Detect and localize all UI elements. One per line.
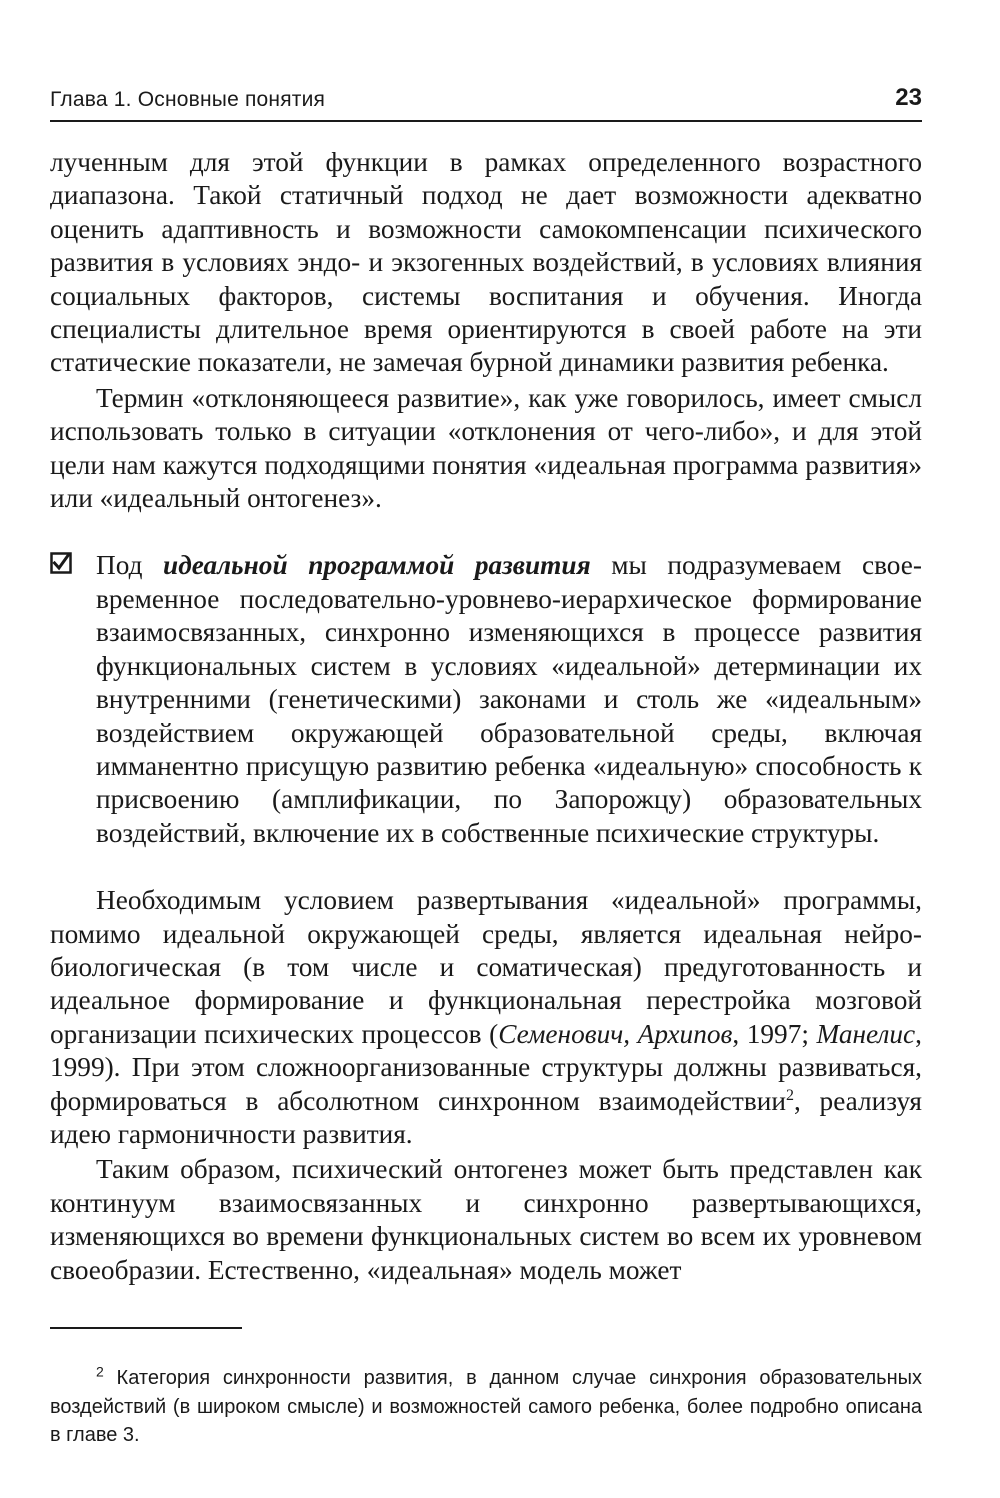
running-head [50, 84, 922, 122]
paragraph-deviant-development: Термин «отклоняющееся развитие», как уже говорилось, имеет смысл использовать только в ситуации «отклонения от чего-либо», и для этой цели нам кажутся подходящими понятия «идеальная программа развития» или «идеальный онтогенез». [50, 382, 922, 514]
paragraph-ideal-program-condition: Необходимым условием развертывания «идеальной» программы, помимо идеальной окружающей среды, является идеальная нейробиологическая (в том числе и соматическая) предуготованность и идеальное формирование и функциональная перестройка мозговой организации психических процессов (Семенович, Архипов, 1997; Манелис, 1999). При этом сложноорганизованные структуры должны развиваться, формироваться в абсолютном синхронном взаимодействии$^2$, реализуя идею гармоничности развития. [50, 885, 922, 1149]
footnote-reference: 2 [785, 1086, 794, 1104]
footnote-text: Категория синхронности развития, в данном случае синхрония образовательных воздействий (в широком смысле) и возможностей самого ребенка, более подробно описана в главе 3. [50, 1367, 922, 1446]
definition-term: идеальной программой развития [163, 550, 591, 581]
paragraph-continuation: лученным для этой функции в рамках определенного возрастного диапазона. Такой статичный подход не дает возможности адекватно оценить адаптивность и возможности самокомпенсации психического развития в условиях эндо- и экзогенных воздействий, в условиях влияния социальных факторов, системы воспитания и обучения. Иногда специалисты длительное время ориентируются в своей работе на эти статические показатели, не замечая бурной динамики развития ребенка. [50, 147, 922, 378]
checkbox-checked-icon [50, 552, 72, 574]
footnote-marker: 2 [96, 1363, 104, 1380]
footnote-divider [50, 1327, 242, 1329]
citation-manelis: Манелис [816, 1018, 916, 1049]
main-text [50, 146, 922, 1287]
definition-block [50, 549, 922, 850]
paragraph-ontogenesis-continuum: Таким образом, психический онтогенез может быть представлен как континуум взаимосвязанных и синхронно развертывающихся, изменяющихся во времени функциональных систем во всем их уровневом своеобразии. Естественно, «идеальная» модель может [50, 1154, 922, 1285]
footnote [50, 1364, 922, 1450]
citation-semenovich-arkhipov: Семенович, Архипов [498, 1018, 733, 1049]
definition-text: Под идеальной программой развития мы подразумеваем своевременное последовательно-уровнево-иерархическое формирование взаимосвязанных, синхронно изменяющихся в процессе развития функциональных систем в условиях «идеальной» детерминации их внутренними (генетическими) законами и столь же «идеальным» воздействием окружающей образовательной среды, включая имманентно присущую развитию ребенка «идеальную» способность к присвоению (амплификации, по Запорожцу) образовательных воздействий, включение их в собственные психические структуры. [96, 550, 922, 848]
page-number: 23 [895, 84, 922, 111]
chapter-title: Глава 1. Основные понятия [50, 88, 326, 111]
